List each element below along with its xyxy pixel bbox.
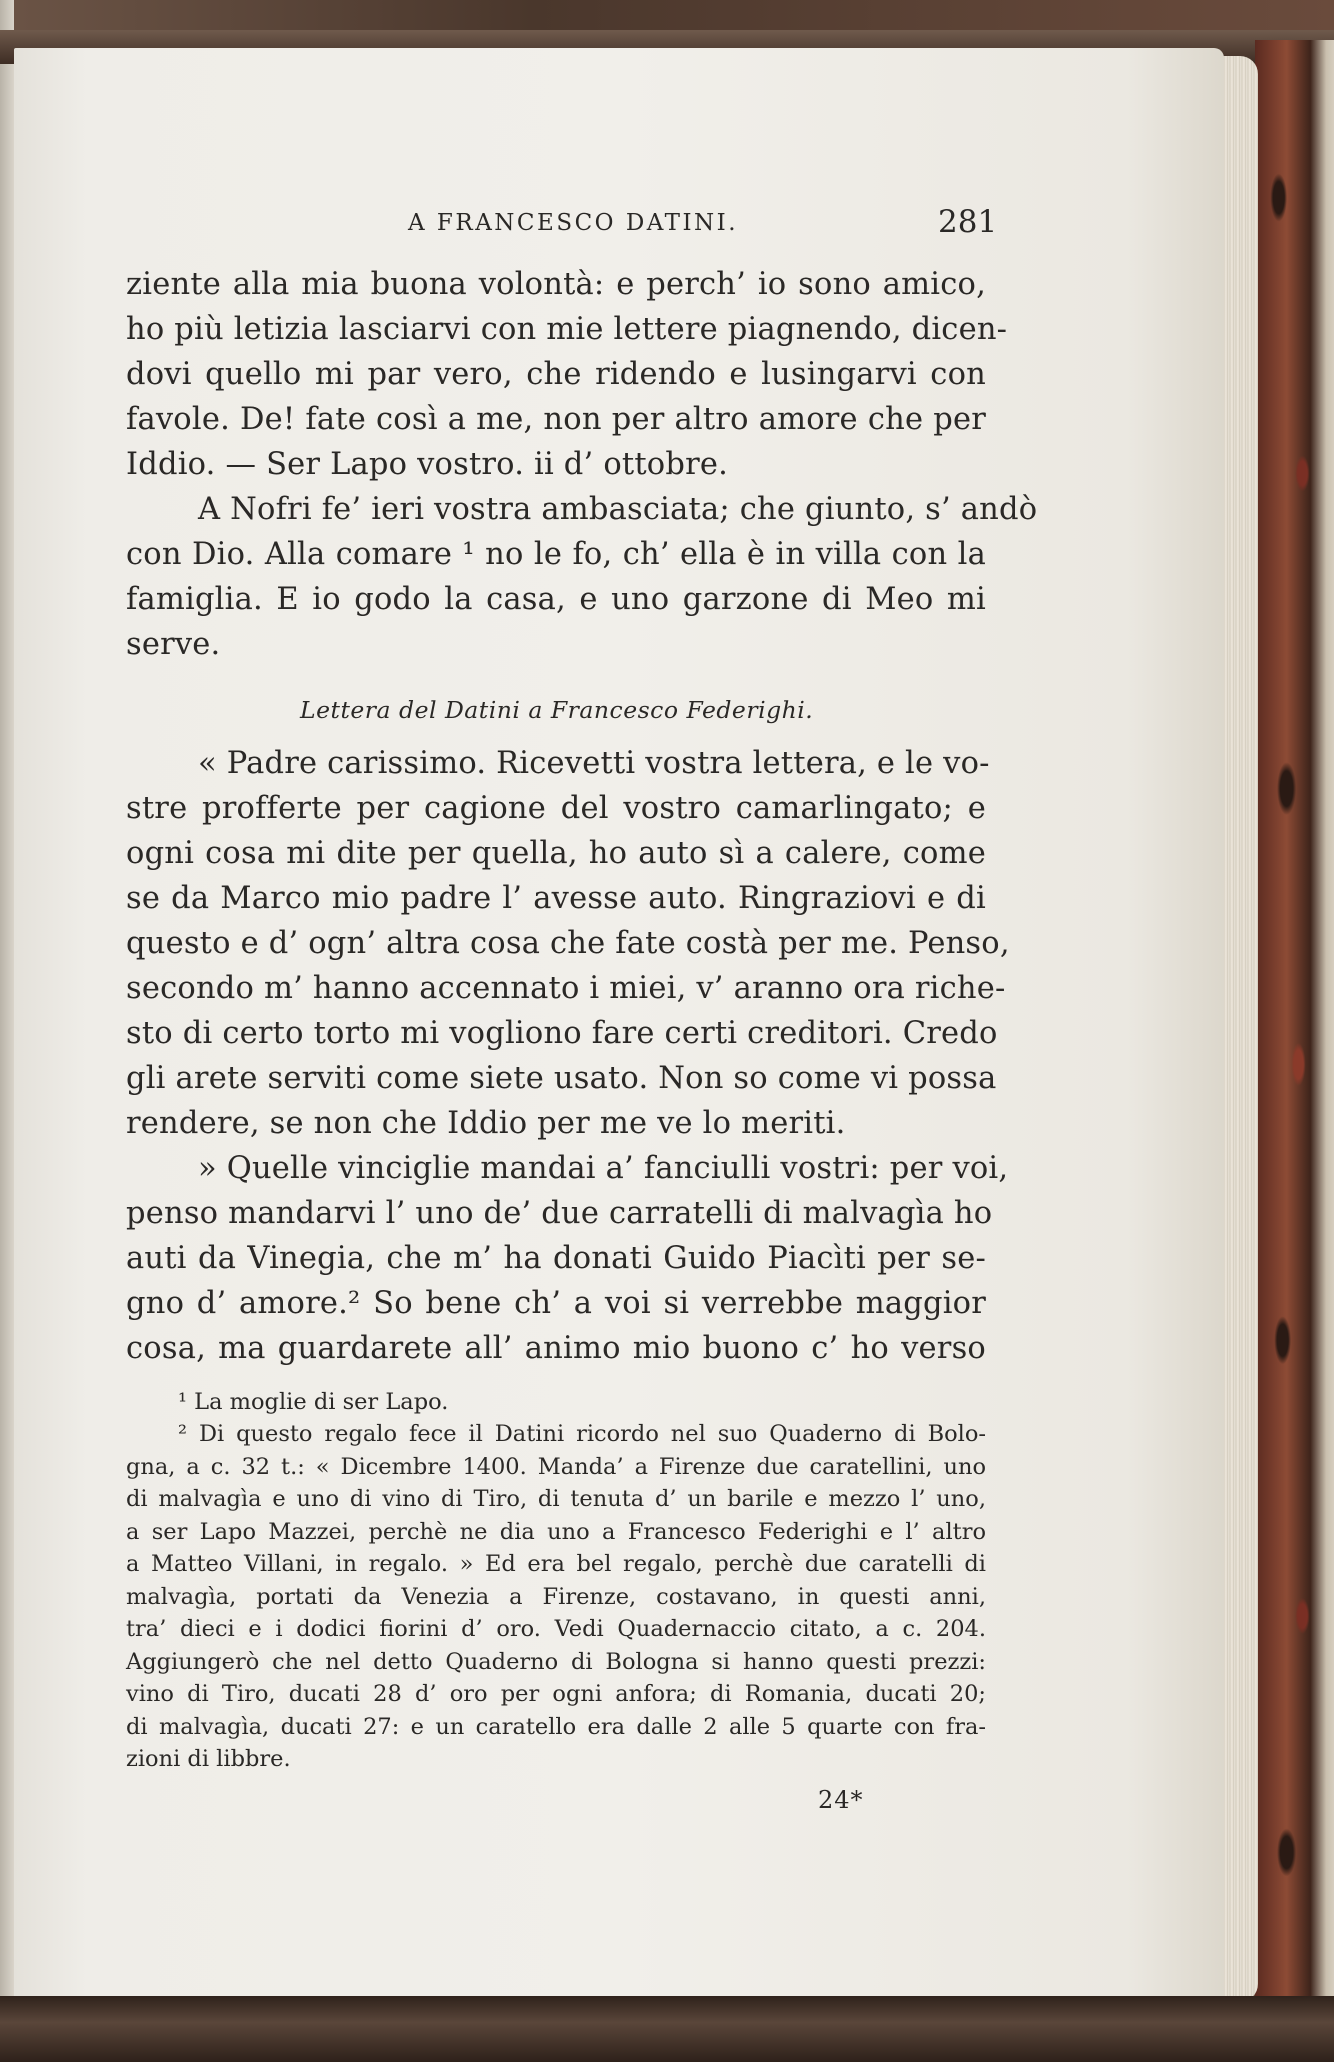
- footnote-line: a ser Lapo Mazzei, perchè ne dia uno a Francesco Federighi e l’ altro: [126, 1519, 986, 1545]
- body-line: ziente alla mia buona volontà: e perch’ io sono amico,: [126, 267, 986, 302]
- footnote-line: malvagìa, portati da Venezia a Firenze, costavano, in questi anni,: [126, 1584, 986, 1610]
- footnote-line: zioni di libbre.: [126, 1746, 291, 1772]
- letter-line: stre profferte per cagione del vostro camarlingato; e: [126, 791, 986, 826]
- binding-bottom: [0, 1996, 1334, 2062]
- footnote-line: ² Di questo regalo fece il Datini ricordo nel suo Quaderno di Bolo-: [178, 1421, 986, 1447]
- body-line: favole. De! fate così a me, non per altro amore che per: [126, 402, 986, 437]
- body-line: famiglia. E io godo la casa, e uno garzone di Meo mi: [126, 582, 986, 617]
- letter-line: gli arete serviti come siete usato. Non so come vi possa: [126, 1061, 997, 1096]
- letter-line: gno d’ amore.² So bene ch’ a voi si verrebbe maggior: [126, 1286, 986, 1321]
- footnote-line: di malvagìa, ducati 27: e un caratello era dalle 2 alle 5 quarte con fra-: [126, 1714, 986, 1740]
- footnote-line: a Matteo Villani, in regalo. » Ed era bel regalo, perchè due caratelli di: [126, 1551, 986, 1577]
- letter-line: ogni cosa mi dite per quella, ho auto sì a calere, come: [126, 836, 986, 871]
- footnote-line: ¹ La moglie di ser Lapo.: [178, 1389, 449, 1415]
- letter-line: auti da Vinegia, che m’ ha donati Guido Piacìti per se-: [126, 1241, 986, 1276]
- letter-line: sto di certo torto mi vogliono fare certi creditori. Credo: [126, 1016, 998, 1051]
- footnote-line: Aggiungerò che nel detto Quaderno di Bologna si hanno questi prezzi:: [126, 1649, 986, 1675]
- letter-line: se da Marco mio padre l’ avesse auto. Ringraziovi e di: [126, 881, 986, 916]
- letter-line: secondo m’ hanno accennato i miei, v’ aranno ora riche-: [126, 971, 1006, 1006]
- body-line: A Nofri fe’ ieri vostra ambasciata; che giunto, s’ andò: [198, 492, 1038, 527]
- body-line: Iddio. — Ser Lapo vostro. ii d’ ottobre.: [126, 447, 729, 482]
- page-number: 281: [938, 204, 998, 240]
- body-line: dovi quello mi par vero, che ridendo e lusingarvi con: [126, 357, 986, 392]
- marbled-cover: [1255, 40, 1334, 2010]
- body-line: serve.: [126, 627, 221, 662]
- letter-line: cosa, ma guardarete all’ animo mio buono c’ ho verso: [126, 1331, 986, 1366]
- letter-line: penso mandarvi l’ uno de’ due carratelli di malvagìa ho: [126, 1196, 993, 1231]
- footnote-line: tra’ dieci e i dodici fiorini d’ oro. Vedi Quadernaccio citato, a c. 204.: [126, 1616, 986, 1642]
- letter-line: « Padre carissimo. Ricevetti vostra lettera, e le vo-: [198, 746, 990, 781]
- body-line: con Dio. Alla comare ¹ no le fo, ch’ ella è in villa con la: [126, 537, 986, 572]
- letter-caption: Lettera del Datini a Francesco Federighi.: [300, 696, 814, 724]
- signature-mark: 24*: [818, 1786, 864, 1814]
- facing-page-edge: [0, 0, 14, 2062]
- letter-line: rendere, se non che Iddio per me ve lo meriti.: [126, 1106, 846, 1141]
- footnote-line: vino di Tiro, ducati 28 d’ oro per ogni anfora; di Romania, ducati 20;: [126, 1681, 986, 1707]
- footnote-line: gna, a c. 32 t.: « Dicembre 1400. Manda’ a Firenze due caratellini, uno: [126, 1454, 986, 1480]
- body-line: ho più letizia lasciarvi con mie lettere piagnendo, dicen-: [126, 312, 1008, 347]
- footnote-line: di malvagìa e uno di vino di Tiro, di tenuta d’ un barile e mezzo l’ uno,: [126, 1486, 986, 1512]
- running-head: A FRANCESCO DATINI.: [408, 210, 739, 236]
- letter-line: » Quelle vinciglie mandai a’ fanciulli vostri: per voi,: [198, 1151, 1009, 1186]
- letter-line: questo e d’ ogn’ altra cosa che fate costà per me. Penso,: [126, 926, 1010, 961]
